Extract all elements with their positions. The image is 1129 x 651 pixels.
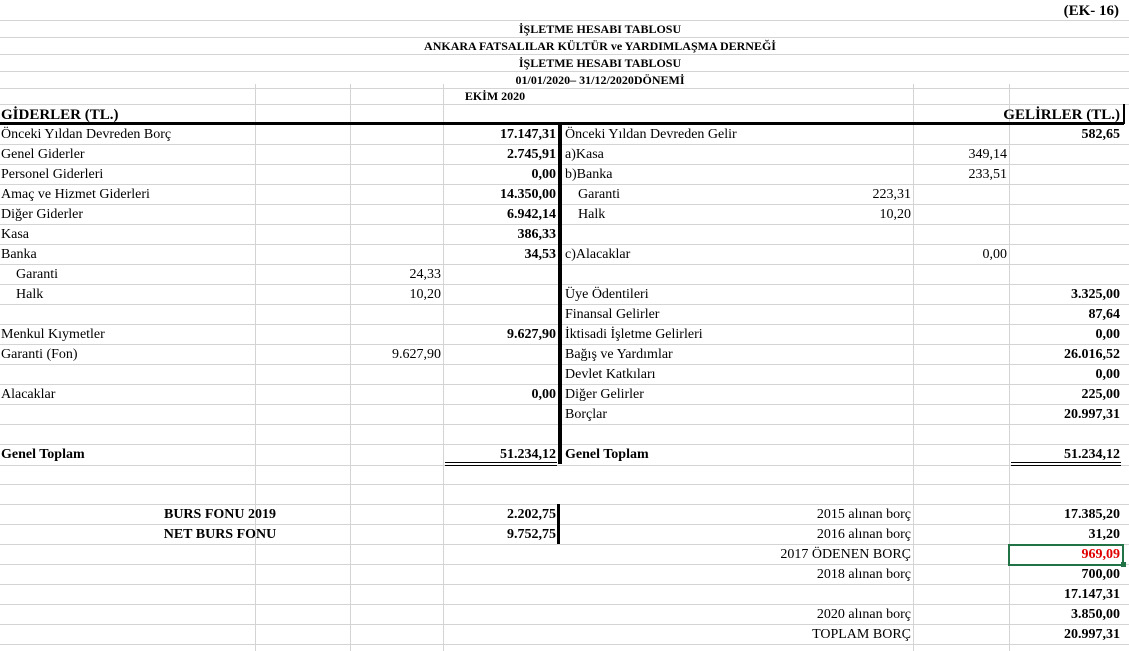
income-sub-value: 223,31 [872,187,911,202]
report-period: 01/01/2020– 31/12/2020DÖNEMİ [515,73,685,87]
debt-value: 17.385,20 [1064,507,1120,522]
income-total: 20.997,31 [1064,407,1120,422]
debt-value-highlighted: 969,09 [1081,547,1120,562]
income-total: 582,65 [1081,127,1120,142]
expense-label: Önceki Yıldan Devreden Borç [1,127,172,142]
income-sub-value: 233,51 [968,167,1007,182]
income-total: 26.016,52 [1064,347,1120,362]
income-label: b)Banka [565,167,613,182]
expense-label: Diğer Giderler [1,207,84,222]
income-total: 87,64 [1088,307,1120,322]
total-debt-value: 20.997,31 [1064,627,1120,642]
income-label: a)Kasa [565,147,604,162]
expense-sub-value: 10,20 [409,287,441,302]
fill-handle[interactable] [1121,562,1126,567]
expense-label: Personel Giderleri [1,167,104,182]
debt-subtotal: 17.147,31 [1064,587,1120,602]
expense-sub-label: Halk [16,287,44,302]
income-sub-value: 349,14 [968,147,1007,162]
total-debt-label: TOPLAM BORÇ [812,627,911,642]
expense-sub-value: 9.627,90 [392,347,441,362]
expense-total: 0,00 [531,387,556,402]
expense-label: Amaç ve Hizmet Giderleri [1,187,150,202]
income-sub-label: Halk [578,207,606,222]
income-sub-value: 0,00 [982,247,1007,262]
income-label: Önceki Yıldan Devreden Gelir [565,127,737,142]
income-heading: GELİRLER (TL.) [1003,107,1120,123]
expenses-heading: GİDERLER (TL.) [1,107,119,123]
expenses-grand-total-label: Genel Toplam [1,447,85,462]
income-total: 0,00 [1095,367,1120,382]
income-label: Borçlar [565,407,607,422]
expense-total: 0,00 [531,167,556,182]
net-scholarship-fund-label: NET BURS FONU [163,527,277,542]
report-title: İŞLETME HESABI TABLOSU [518,22,682,36]
expense-label: Banka [1,247,37,262]
income-total: 225,00 [1081,387,1120,402]
expense-total: 14.350,00 [500,187,556,202]
income-sub-label: Garanti [578,187,620,202]
income-label: Üye Ödentileri [565,287,649,302]
income-label: Finansal Gelirler [565,307,660,322]
expense-total: 6.942,14 [507,207,556,222]
debt-value: 31,20 [1088,527,1120,542]
debt-value: 3.850,00 [1071,607,1120,622]
expense-total: 2.745,91 [507,147,556,162]
debt-label: 2015 alınan borç [816,507,911,522]
annex-number: (EK- 16) [1063,3,1119,19]
income-sub-value: 10,20 [879,207,911,222]
income-grand-total-label: Genel Toplam [565,447,649,462]
report-month: EKİM 2020 [464,89,526,103]
income-label: Devlet Katkıları [565,367,656,382]
debt-value: 700,00 [1081,567,1120,582]
income-total: 0,00 [1095,327,1120,342]
expense-total: 9.627,90 [507,327,556,342]
debt-label: 2016 alınan borç [816,527,911,542]
income-label: Diğer Gelirler [565,387,644,402]
expense-total: 34,53 [524,247,556,262]
income-label: İktisadi İşletme Gelirleri [565,327,703,342]
expenses-grand-total: 51.234,12 [500,447,556,462]
debt-label: 2018 alınan borç [816,567,911,582]
expense-label: Alacaklar [1,387,56,402]
report-subtitle: İŞLETME HESABI TABLOSU [518,56,682,70]
expense-label: Garanti (Fon) [1,347,78,362]
expense-sub-label: Garanti [16,267,58,282]
income-total: 3.325,00 [1071,287,1120,302]
expense-sub-value: 24,33 [409,267,441,282]
expense-label: Kasa [1,227,29,242]
expense-total: 17.147,31 [500,127,556,142]
scholarship-fund-value: 2.202,75 [507,507,556,522]
expense-label: Genel Giderler [1,147,85,162]
income-label: Bağış ve Yardımlar [565,347,673,362]
debt-label: 2020 alınan borç [816,607,911,622]
expense-label: Menkul Kıymetler [1,327,105,342]
net-scholarship-fund-value: 9.752,75 [507,527,556,542]
debt-label: 2017 ÖDENEN BORÇ [780,547,911,562]
income-grand-total: 51.234,12 [1064,447,1120,462]
scholarship-fund-label: BURS FONU 2019 [163,507,276,522]
expense-total: 386,33 [517,227,556,242]
organization-name: ANKARA FATSALILAR KÜLTÜR ve YARDIMLAŞMA DERNEĞİ [424,39,776,53]
income-label: c)Alacaklar [565,247,631,262]
